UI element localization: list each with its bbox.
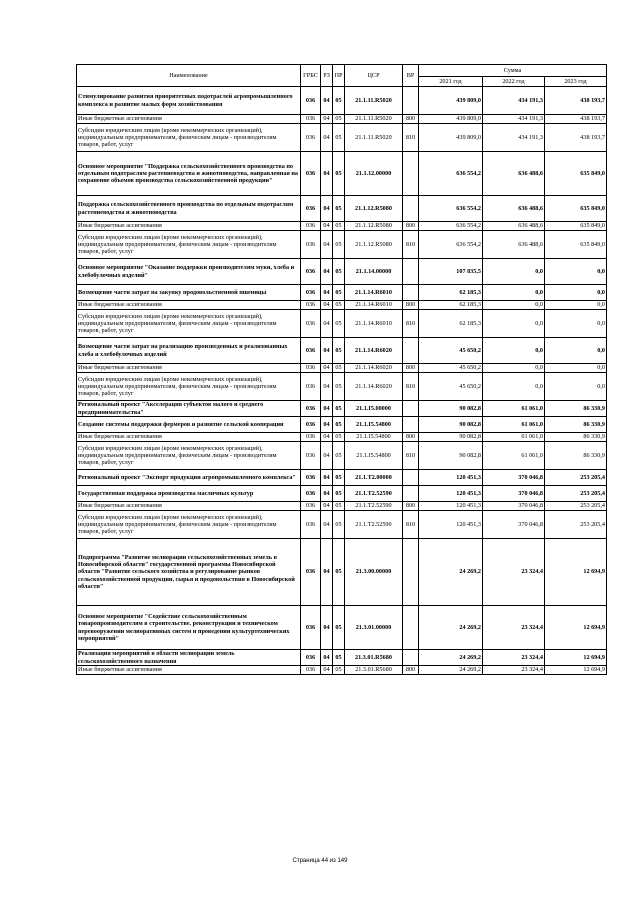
row-sum-2023: 86 330,9 bbox=[545, 401, 607, 417]
row-pr: 05 bbox=[333, 433, 345, 442]
row-csr: 21.1.14.R6020 bbox=[345, 338, 403, 364]
row-sum-2022: 0,0 bbox=[483, 301, 545, 310]
row-csr: 21.1.12.00000 bbox=[345, 152, 403, 196]
row-sum-2022: 23 324,4 bbox=[483, 650, 545, 666]
table-row bbox=[77, 442, 607, 470]
row-sum-2023: 0,0 bbox=[545, 364, 607, 373]
row-pr: 05 bbox=[333, 539, 345, 606]
row-csr: 21.1.14.R6020 bbox=[345, 373, 403, 401]
row-sum-2021: 62 185,3 bbox=[419, 301, 483, 310]
row-vr: 810 bbox=[403, 373, 419, 401]
row-csr: 21.1.12.R5080 bbox=[345, 222, 403, 231]
row-grbs: 036 bbox=[301, 222, 321, 231]
row-sum-2023: 86 330,9 bbox=[545, 442, 607, 470]
header-rz: РЗ bbox=[321, 65, 333, 87]
row-grbs: 036 bbox=[301, 511, 321, 539]
row-rz: 04 bbox=[321, 301, 333, 310]
row-sum-2023: 86 330,9 bbox=[545, 433, 607, 442]
row-grbs: 036 bbox=[301, 666, 321, 675]
row-pr: 05 bbox=[333, 196, 345, 222]
row-sum-2022: 434 191,3 bbox=[483, 87, 545, 115]
row-vr bbox=[403, 539, 419, 606]
header-csr: ЦСР bbox=[345, 65, 403, 87]
row-pr: 05 bbox=[333, 470, 345, 486]
row-sum-2023: 12 694,9 bbox=[545, 666, 607, 675]
row-csr: 21.1.T2.52590 bbox=[345, 502, 403, 511]
row-name: Возмещение части затрат на реализацию произведенных и реализованных хлеба и хлебобулочных изделий bbox=[77, 338, 301, 364]
row-sum-2021: 120 451,3 bbox=[419, 486, 483, 502]
row-grbs: 036 bbox=[301, 502, 321, 511]
row-sum-2021: 636 554,2 bbox=[419, 152, 483, 196]
row-sum-2021: 636 554,2 bbox=[419, 222, 483, 231]
row-pr: 05 bbox=[333, 231, 345, 259]
row-sum-2022: 636 488,6 bbox=[483, 152, 545, 196]
row-name: Основное мероприятие "Оказание поддержки производителям муки, хлеба и хлебобулочных изделий" bbox=[77, 259, 301, 285]
row-sum-2021: 45 650,2 bbox=[419, 338, 483, 364]
row-name: Субсидии юридическим лицам (кроме некоммерческих организаций), индивидуальным предпринимателям, физическим лицам - производителям товаров, работ, услуг bbox=[77, 373, 301, 401]
row-pr: 05 bbox=[333, 124, 345, 152]
row-name: Государственная поддержка производства масличных культур bbox=[77, 486, 301, 502]
row-sum-2022: 434 191,3 bbox=[483, 115, 545, 124]
table-body bbox=[77, 87, 607, 675]
row-sum-2023: 635 849,0 bbox=[545, 222, 607, 231]
row-grbs: 036 bbox=[301, 301, 321, 310]
row-vr: 810 bbox=[403, 511, 419, 539]
table-row bbox=[77, 115, 607, 124]
row-rz: 04 bbox=[321, 511, 333, 539]
row-rz: 04 bbox=[321, 650, 333, 666]
row-sum-2023: 0,0 bbox=[545, 259, 607, 285]
row-sum-2023: 0,0 bbox=[545, 338, 607, 364]
row-sum-2023: 253 205,4 bbox=[545, 502, 607, 511]
row-grbs: 036 bbox=[301, 231, 321, 259]
row-pr: 05 bbox=[333, 87, 345, 115]
header-vr: ВР bbox=[403, 65, 419, 87]
row-sum-2023: 438 193,7 bbox=[545, 87, 607, 115]
row-sum-2021: 90 082,8 bbox=[419, 433, 483, 442]
row-sum-2022: 23 324,4 bbox=[483, 666, 545, 675]
row-sum-2022: 434 191,3 bbox=[483, 124, 545, 152]
row-vr bbox=[403, 196, 419, 222]
table-row bbox=[77, 222, 607, 231]
row-sum-2021: 45 650,2 bbox=[419, 373, 483, 401]
table-row bbox=[77, 364, 607, 373]
table-row bbox=[77, 231, 607, 259]
row-sum-2022: 61 061,0 bbox=[483, 433, 545, 442]
row-vr bbox=[403, 401, 419, 417]
budget-table bbox=[76, 64, 607, 675]
row-sum-2021: 24 269,2 bbox=[419, 650, 483, 666]
row-sum-2022: 0,0 bbox=[483, 364, 545, 373]
row-rz: 04 bbox=[321, 222, 333, 231]
row-sum-2022: 0,0 bbox=[483, 259, 545, 285]
row-vr bbox=[403, 338, 419, 364]
table-row bbox=[77, 470, 607, 486]
row-name: Иные бюджетные ассигнования bbox=[77, 433, 301, 442]
row-csr: 21.1.11.R5020 bbox=[345, 124, 403, 152]
row-sum-2022: 23 324,4 bbox=[483, 539, 545, 606]
table-row bbox=[77, 539, 607, 606]
row-pr: 05 bbox=[333, 417, 345, 433]
row-rz: 04 bbox=[321, 231, 333, 259]
row-sum-2021: 24 269,2 bbox=[419, 606, 483, 650]
row-rz: 04 bbox=[321, 310, 333, 338]
row-vr bbox=[403, 417, 419, 433]
row-pr: 05 bbox=[333, 666, 345, 675]
row-sum-2021: 90 082,8 bbox=[419, 442, 483, 470]
table-row bbox=[77, 373, 607, 401]
row-sum-2022: 0,0 bbox=[483, 310, 545, 338]
row-grbs: 036 bbox=[301, 539, 321, 606]
row-vr: 800 bbox=[403, 222, 419, 231]
row-sum-2021: 120 451,3 bbox=[419, 502, 483, 511]
row-grbs: 036 bbox=[301, 285, 321, 301]
row-name: Поддержка сельскохозяйственного производства по отдельным подотраслям растениеводства и животноводства bbox=[77, 196, 301, 222]
row-grbs: 036 bbox=[301, 442, 321, 470]
row-vr: 810 bbox=[403, 124, 419, 152]
row-sum-2022: 23 324,4 bbox=[483, 606, 545, 650]
row-grbs: 036 bbox=[301, 310, 321, 338]
row-csr: 21.3.01.R5680 bbox=[345, 650, 403, 666]
table-row bbox=[77, 124, 607, 152]
row-vr bbox=[403, 259, 419, 285]
row-rz: 04 bbox=[321, 606, 333, 650]
row-sum-2023: 635 849,0 bbox=[545, 196, 607, 222]
row-rz: 04 bbox=[321, 470, 333, 486]
row-sum-2023: 12 694,9 bbox=[545, 606, 607, 650]
row-grbs: 036 bbox=[301, 87, 321, 115]
row-pr: 05 bbox=[333, 338, 345, 364]
row-rz: 04 bbox=[321, 539, 333, 606]
row-sum-2022: 370 046,8 bbox=[483, 470, 545, 486]
row-sum-2023: 0,0 bbox=[545, 310, 607, 338]
row-csr: 21.1.T2.00000 bbox=[345, 470, 403, 486]
row-pr: 05 bbox=[333, 650, 345, 666]
row-csr: 21.1.14.R6010 bbox=[345, 285, 403, 301]
row-csr: 21.3.00.00000 bbox=[345, 539, 403, 606]
row-sum-2021: 439 809,0 bbox=[419, 115, 483, 124]
row-sum-2022: 61 061,0 bbox=[483, 401, 545, 417]
row-grbs: 036 bbox=[301, 259, 321, 285]
row-sum-2023: 86 330,9 bbox=[545, 417, 607, 433]
row-sum-2021: 45 650,2 bbox=[419, 364, 483, 373]
row-sum-2021: 636 554,2 bbox=[419, 196, 483, 222]
row-csr: 21.1.I5.54800 bbox=[345, 417, 403, 433]
row-name: Основное мероприятие "Поддержка сельскохозяйственного производства по отдельным подотраслям растениеводства и животноводства, направленная на сохранение объемов производства сельскохозяйственной продукции" bbox=[77, 152, 301, 196]
row-pr: 05 bbox=[333, 301, 345, 310]
row-sum-2021: 24 269,2 bbox=[419, 666, 483, 675]
row-sum-2023: 635 849,0 bbox=[545, 152, 607, 196]
row-sum-2023: 12 694,9 bbox=[545, 650, 607, 666]
row-csr: 21.1.14.R6020 bbox=[345, 364, 403, 373]
row-rz: 04 bbox=[321, 373, 333, 401]
row-pr: 05 bbox=[333, 373, 345, 401]
row-sum-2022: 370 046,8 bbox=[483, 486, 545, 502]
row-sum-2021: 90 082,8 bbox=[419, 401, 483, 417]
row-vr bbox=[403, 152, 419, 196]
row-csr: 21.3.01.00000 bbox=[345, 606, 403, 650]
table-row bbox=[77, 502, 607, 511]
row-sum-2022: 636 488,6 bbox=[483, 222, 545, 231]
row-pr: 05 bbox=[333, 486, 345, 502]
row-pr: 05 bbox=[333, 364, 345, 373]
row-name: Иные бюджетные ассигнования bbox=[77, 666, 301, 675]
row-vr: 800 bbox=[403, 364, 419, 373]
row-grbs: 036 bbox=[301, 196, 321, 222]
row-vr: 800 bbox=[403, 666, 419, 675]
row-name: Основное мероприятие "Содействие сельскохозяйственным товаропроизводителям в строительстве, реконструкции и техническом перевооружении мелиоративных систем и проведении культуртехнических мероприятий" bbox=[77, 606, 301, 650]
row-name: Реализация мероприятий в области мелиорации земель сельскохозяйственного назначения bbox=[77, 650, 301, 666]
table-row bbox=[77, 310, 607, 338]
row-sum-2022: 61 061,0 bbox=[483, 442, 545, 470]
row-pr: 05 bbox=[333, 222, 345, 231]
row-sum-2021: 62 185,3 bbox=[419, 310, 483, 338]
table-row bbox=[77, 259, 607, 285]
table-row bbox=[77, 666, 607, 675]
row-sum-2023: 253 205,4 bbox=[545, 470, 607, 486]
header-pr: ПР bbox=[333, 65, 345, 87]
row-name: Подпрограмма "Развитие мелиорации сельскохозяйственных земель в Новосибирской области" государственной программы Новосибирской области "Развитие сельского хозяйства и регулирование рынков сельскохозяйственной продукции, сырья и продовольствия в Новосибирской области" bbox=[77, 539, 301, 606]
row-sum-2023: 438 193,7 bbox=[545, 115, 607, 124]
row-sum-2021: 439 809,0 bbox=[419, 124, 483, 152]
row-grbs: 036 bbox=[301, 373, 321, 401]
row-name: Иные бюджетные ассигнования bbox=[77, 222, 301, 231]
row-sum-2022: 636 488,6 bbox=[483, 231, 545, 259]
header-year-2022: 2022 год bbox=[483, 77, 545, 87]
row-csr: 21.1.14.R6010 bbox=[345, 301, 403, 310]
row-name: Субсидии юридическим лицам (кроме некоммерческих организаций), индивидуальным предпринимателям, физическим лицам - производителям товаров, работ, услуг bbox=[77, 231, 301, 259]
row-rz: 04 bbox=[321, 196, 333, 222]
table-row bbox=[77, 152, 607, 196]
row-grbs: 036 bbox=[301, 364, 321, 373]
table-row bbox=[77, 433, 607, 442]
row-sum-2023: 253 205,4 bbox=[545, 511, 607, 539]
row-name: Субсидии юридическим лицам (кроме некоммерческих организаций), индивидуальным предпринимателям, физическим лицам - производителям товаров, работ, услуг bbox=[77, 511, 301, 539]
row-grbs: 036 bbox=[301, 124, 321, 152]
header-year-2023: 2023 год bbox=[545, 77, 607, 87]
row-sum-2021: 636 554,2 bbox=[419, 231, 483, 259]
row-name: Региональный проект "Акселерация субъектов малого и среднего предпринимательства" bbox=[77, 401, 301, 417]
row-rz: 04 bbox=[321, 285, 333, 301]
row-sum-2022: 370 046,8 bbox=[483, 502, 545, 511]
row-vr bbox=[403, 486, 419, 502]
row-vr: 800 bbox=[403, 115, 419, 124]
row-sum-2022: 636 488,6 bbox=[483, 196, 545, 222]
row-name: Иные бюджетные ассигнования bbox=[77, 364, 301, 373]
row-grbs: 036 bbox=[301, 486, 321, 502]
row-rz: 04 bbox=[321, 502, 333, 511]
row-grbs: 036 bbox=[301, 338, 321, 364]
row-name: Субсидии юридическим лицам (кроме некоммерческих организаций), индивидуальным предпринимателям, физическим лицам - производителям товаров, работ, услуг bbox=[77, 442, 301, 470]
table-row bbox=[77, 401, 607, 417]
table-row bbox=[77, 650, 607, 666]
row-sum-2022: 61 061,0 bbox=[483, 417, 545, 433]
row-sum-2023: 0,0 bbox=[545, 285, 607, 301]
row-sum-2023: 438 193,7 bbox=[545, 124, 607, 152]
row-csr: 21.1.11.R5020 bbox=[345, 115, 403, 124]
row-vr bbox=[403, 87, 419, 115]
row-pr: 05 bbox=[333, 401, 345, 417]
page-number: Страница 44 из 149 bbox=[292, 858, 348, 864]
header-name: Наименование bbox=[77, 65, 301, 87]
row-sum-2021: 107 835,5 bbox=[419, 259, 483, 285]
row-sum-2021: 90 082,8 bbox=[419, 417, 483, 433]
row-csr: 21.1.12.R5080 bbox=[345, 231, 403, 259]
row-name: Возмещение части затрат на закупку продовольственной пшеницы bbox=[77, 285, 301, 301]
row-name: Субсидии юридическим лицам (кроме некоммерческих организаций), индивидуальным предпринимателям, физическим лицам - производителям товаров, работ, услуг bbox=[77, 124, 301, 152]
row-pr: 05 bbox=[333, 442, 345, 470]
row-sum-2023: 0,0 bbox=[545, 301, 607, 310]
row-csr: 21.1.12.R5080 bbox=[345, 196, 403, 222]
row-vr: 800 bbox=[403, 433, 419, 442]
row-pr: 05 bbox=[333, 115, 345, 124]
row-grbs: 036 bbox=[301, 470, 321, 486]
row-pr: 05 bbox=[333, 511, 345, 539]
row-vr bbox=[403, 606, 419, 650]
row-name: Стимулирование развития приоритетных подотраслей агропромышленного комплекса и развитие малых форм хозяйствования bbox=[77, 87, 301, 115]
row-csr: 21.1.T2.52590 bbox=[345, 486, 403, 502]
row-vr bbox=[403, 470, 419, 486]
header-grbs: ГРБС bbox=[301, 65, 321, 87]
row-pr: 05 bbox=[333, 285, 345, 301]
row-vr: 810 bbox=[403, 231, 419, 259]
row-sum-2023: 12 694,9 bbox=[545, 539, 607, 606]
row-sum-2021: 439 809,0 bbox=[419, 87, 483, 115]
row-csr: 21.1.I5.54800 bbox=[345, 433, 403, 442]
row-csr: 21.1.14.00000 bbox=[345, 259, 403, 285]
row-rz: 04 bbox=[321, 259, 333, 285]
row-rz: 04 bbox=[321, 338, 333, 364]
row-sum-2022: 0,0 bbox=[483, 338, 545, 364]
row-name: Субсидии юридическим лицам (кроме некоммерческих организаций), индивидуальным предпринимателям, физическим лицам - производителям товаров, работ, услуг bbox=[77, 310, 301, 338]
row-pr: 05 bbox=[333, 502, 345, 511]
row-sum-2021: 24 269,2 bbox=[419, 539, 483, 606]
row-vr: 810 bbox=[403, 310, 419, 338]
table-row bbox=[77, 196, 607, 222]
table-row bbox=[77, 511, 607, 539]
row-grbs: 036 bbox=[301, 115, 321, 124]
row-rz: 04 bbox=[321, 115, 333, 124]
row-rz: 04 bbox=[321, 364, 333, 373]
row-rz: 04 bbox=[321, 666, 333, 675]
row-grbs: 036 bbox=[301, 650, 321, 666]
row-name: Иные бюджетные ассигнования bbox=[77, 301, 301, 310]
row-csr: 21.1.T2.52590 bbox=[345, 511, 403, 539]
table-row bbox=[77, 606, 607, 650]
row-sum-2022: 370 046,8 bbox=[483, 511, 545, 539]
header-year-2021: 2021 год bbox=[419, 77, 483, 87]
row-csr: 21.1.I5.00000 bbox=[345, 401, 403, 417]
row-sum-2023: 253 205,4 bbox=[545, 486, 607, 502]
header-sum: Сумма bbox=[419, 65, 607, 77]
row-rz: 04 bbox=[321, 417, 333, 433]
row-pr: 05 bbox=[333, 152, 345, 196]
row-grbs: 036 bbox=[301, 433, 321, 442]
row-csr: 21.1.I5.54800 bbox=[345, 442, 403, 470]
row-csr: 21.1.11.R5020 bbox=[345, 87, 403, 115]
row-sum-2022: 0,0 bbox=[483, 285, 545, 301]
table-row bbox=[77, 301, 607, 310]
row-name: Иные бюджетные ассигнования bbox=[77, 502, 301, 511]
row-rz: 04 bbox=[321, 152, 333, 196]
row-csr: 21.3.01.R5680 bbox=[345, 666, 403, 675]
row-sum-2021: 120 451,3 bbox=[419, 470, 483, 486]
row-sum-2023: 635 849,0 bbox=[545, 231, 607, 259]
row-name: Иные бюджетные ассигнования bbox=[77, 115, 301, 124]
row-rz: 04 bbox=[321, 442, 333, 470]
row-csr: 21.1.14.R6010 bbox=[345, 310, 403, 338]
row-vr: 810 bbox=[403, 442, 419, 470]
row-pr: 05 bbox=[333, 310, 345, 338]
row-rz: 04 bbox=[321, 486, 333, 502]
table-row bbox=[77, 87, 607, 115]
table-row bbox=[77, 285, 607, 301]
row-sum-2021: 120 451,3 bbox=[419, 511, 483, 539]
row-sum-2022: 0,0 bbox=[483, 373, 545, 401]
row-vr: 800 bbox=[403, 502, 419, 511]
row-pr: 05 bbox=[333, 259, 345, 285]
row-name: Региональный проект "Экспорт продукции агропромышленного комплекса" bbox=[77, 470, 301, 486]
row-rz: 04 bbox=[321, 401, 333, 417]
row-vr bbox=[403, 285, 419, 301]
table-row bbox=[77, 338, 607, 364]
row-grbs: 036 bbox=[301, 417, 321, 433]
row-grbs: 036 bbox=[301, 606, 321, 650]
row-vr bbox=[403, 650, 419, 666]
row-sum-2023: 0,0 bbox=[545, 373, 607, 401]
row-grbs: 036 bbox=[301, 152, 321, 196]
row-rz: 04 bbox=[321, 433, 333, 442]
row-vr: 800 bbox=[403, 301, 419, 310]
row-rz: 04 bbox=[321, 87, 333, 115]
row-rz: 04 bbox=[321, 124, 333, 152]
row-pr: 05 bbox=[333, 606, 345, 650]
table-row bbox=[77, 486, 607, 502]
table-row bbox=[77, 417, 607, 433]
row-name: Создание системы поддержки фермеров и развитие сельской кооперации bbox=[77, 417, 301, 433]
row-sum-2021: 62 185,3 bbox=[419, 285, 483, 301]
row-grbs: 036 bbox=[301, 401, 321, 417]
